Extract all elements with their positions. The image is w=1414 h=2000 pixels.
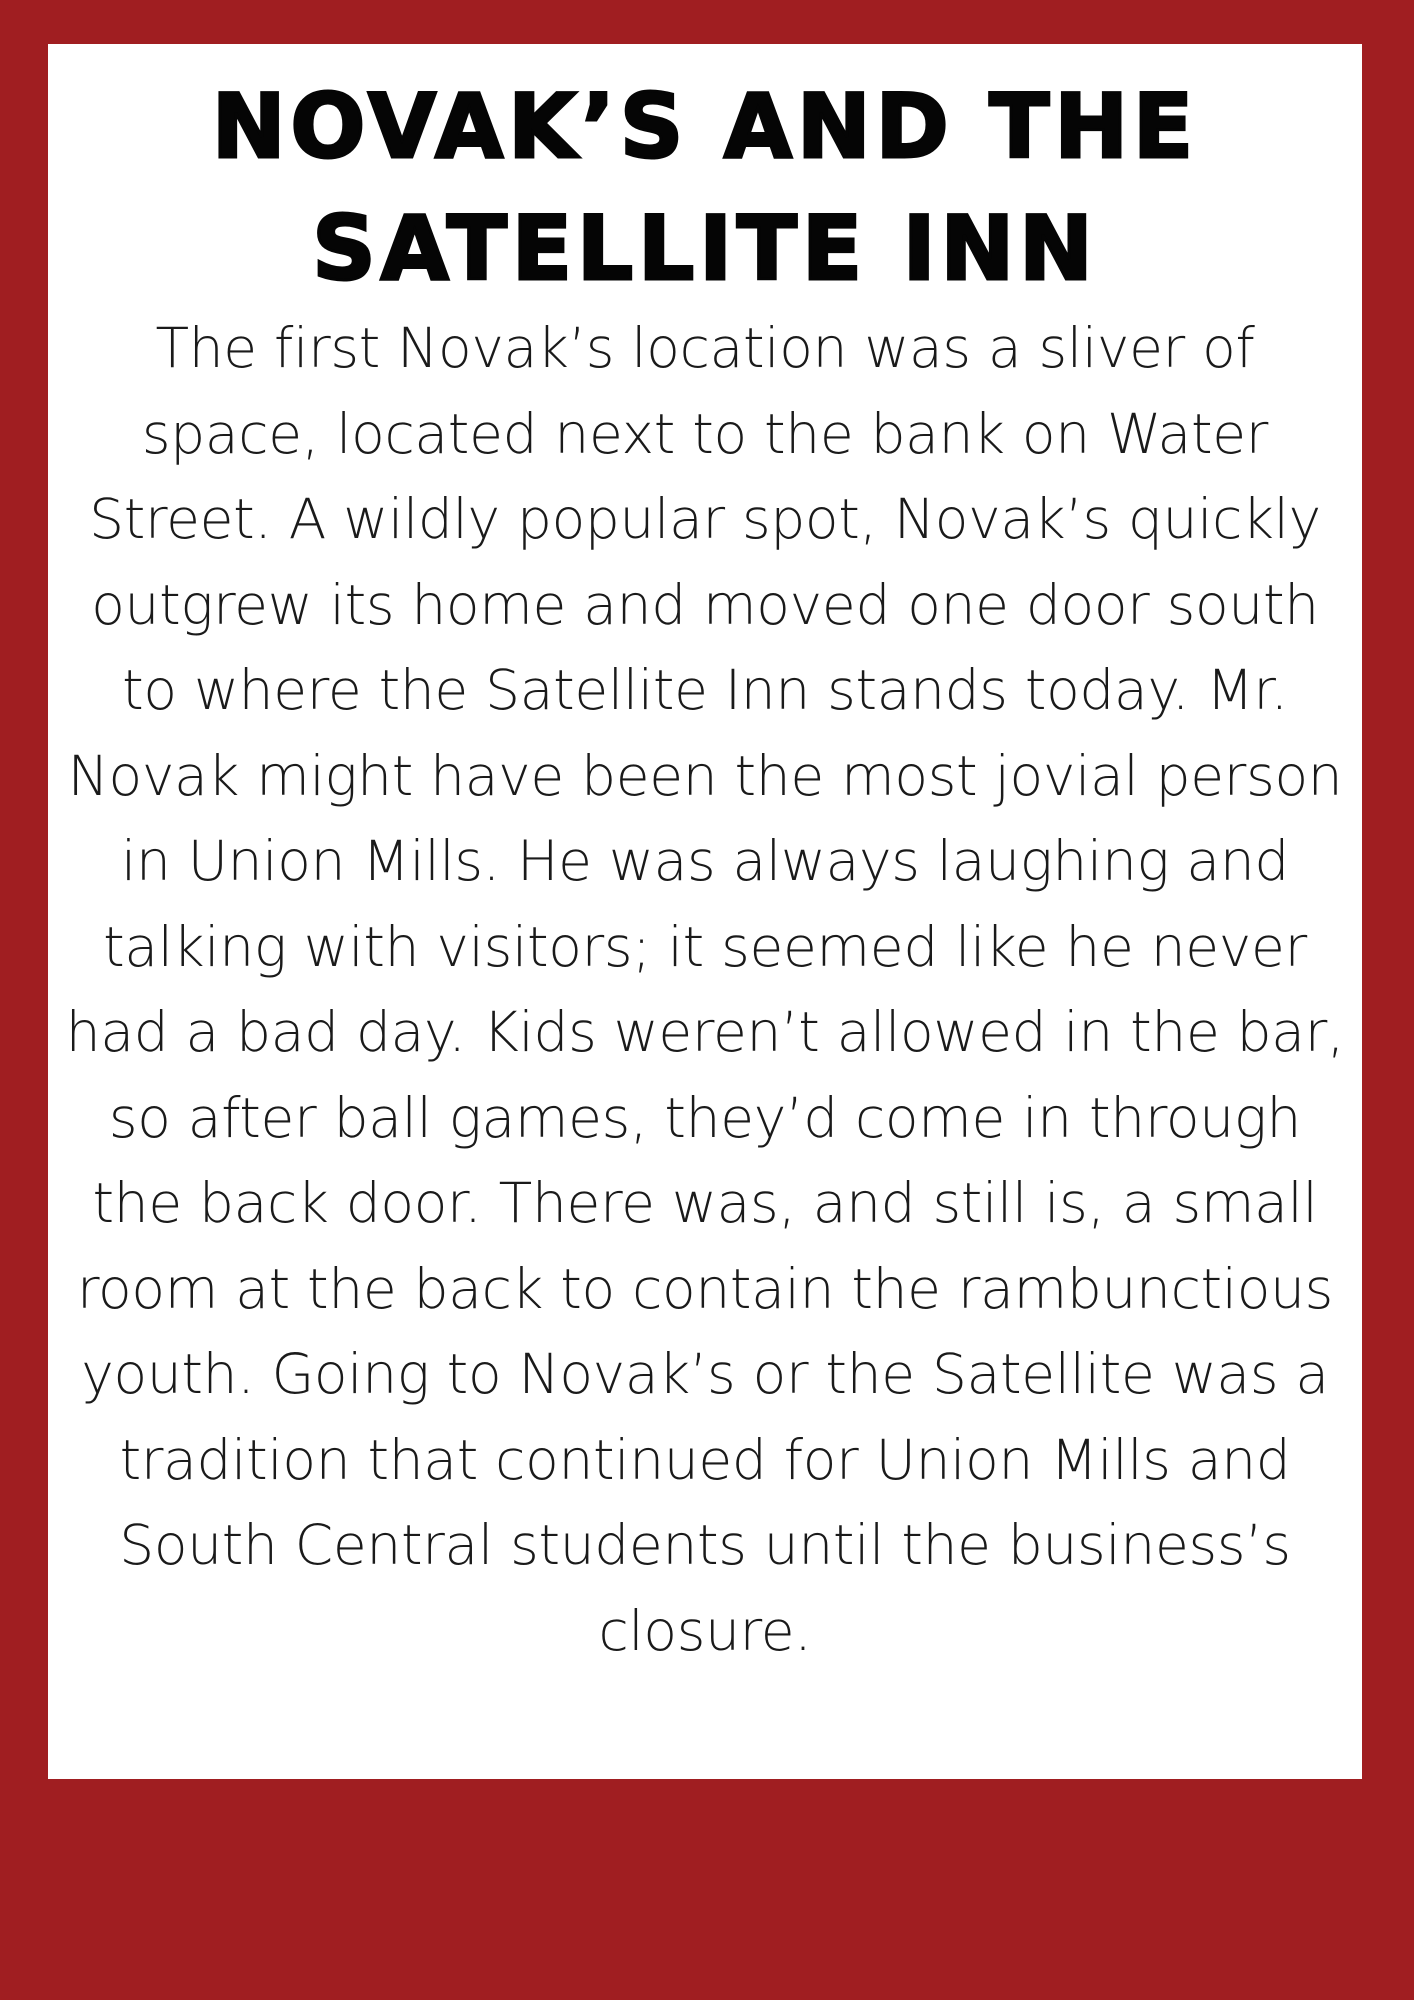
article-title: NOVAK’S AND THE SATELLITE INN <box>211 75 1199 300</box>
article-panel <box>48 44 1362 1779</box>
article-body: The first Novak’s location was a sliver of space, located next to the bank on Water Street. A wildly popular spot, Novak’s quickly outgrew its home and moved one door south to where the Satellite Inn stands today. Mr. Novak might have been the most jovial person in Union Mills. He was always laughing and talking with visitors; it seemed like he never had a bad day. Kids weren’t allowed in the bar, so after ball games, they’d come in through the back door. There was, and still is, a small room at the back to contain the rambunctious youth. Going to Novak’s or the Satellite was a tradition that continued for Union Mills and South Central students until the business’s closure. <box>65 316 1345 1663</box>
